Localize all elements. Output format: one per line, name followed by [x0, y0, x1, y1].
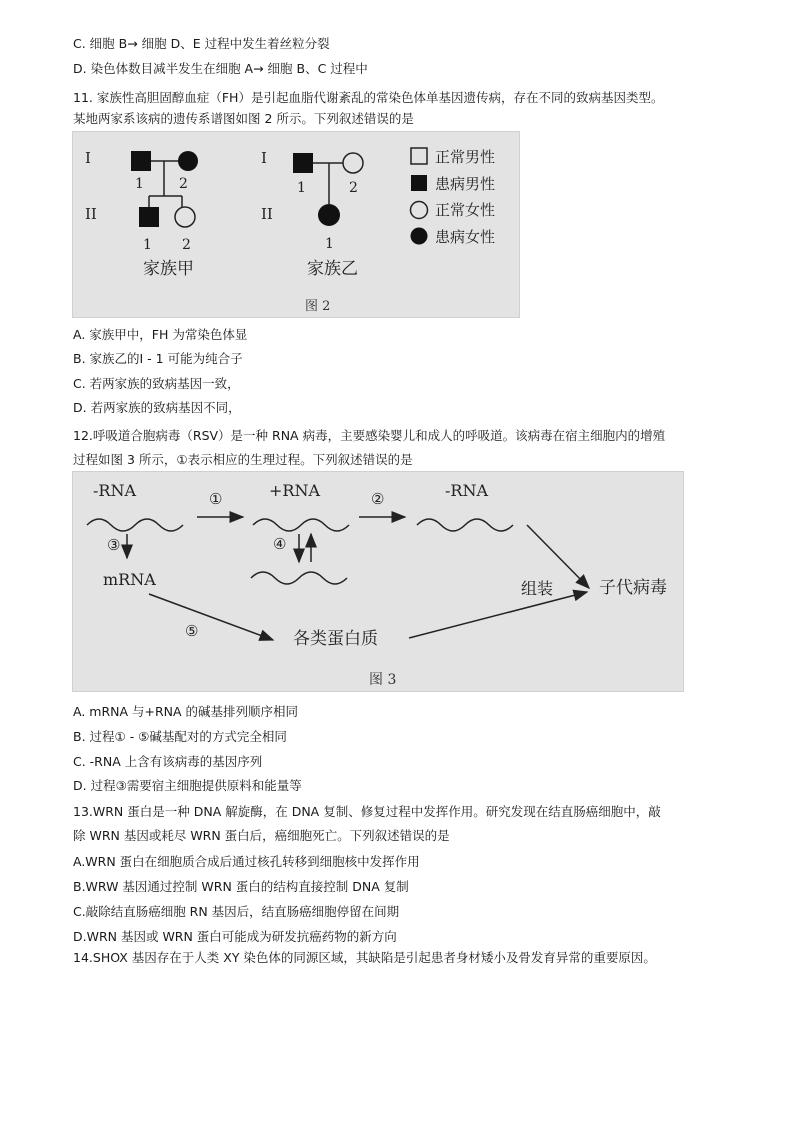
svg-text:1: 1 — [143, 237, 152, 253]
q11-option-a: A. 家族甲中，FH 为常染色体显 — [73, 327, 248, 342]
legend-affected-male-icon — [411, 175, 427, 191]
q13-option-d: D.WRN 基因或 WRN 蛋白可能成为研发抗癌药物的新方向 — [73, 929, 397, 944]
neg-rna-label-2: -RNA — [445, 481, 489, 500]
svg-text:2: 2 — [179, 176, 188, 192]
figure-3-rsv-cycle — [72, 471, 684, 692]
q10-option-c: C. 细胞 B→ 细胞 D、E 过程中发生着丝粒分裂 — [73, 36, 330, 51]
step-1-label: ① — [209, 490, 223, 508]
svg-text:2: 2 — [349, 180, 358, 196]
normal-female-a-ii2 — [175, 207, 195, 227]
q14-stem: 14.SHOX 基因存在于人类 XY 染色体的同源区域，其缺陷是引起患者身材矮小及骨发育异常的重要原因。 — [73, 950, 656, 965]
step-5-label: ⑤ — [185, 622, 199, 640]
neg-rna-strand-2 — [417, 519, 513, 531]
q11-option-d: D. 若两家族的致病基因不同， — [73, 400, 241, 415]
svg-text:1: 1 — [297, 180, 306, 196]
q12-option-b: B. 过程① - ⑤碱基配对的方式完全相同 — [73, 729, 287, 744]
legend-normal-female: 正常女性 — [435, 201, 496, 219]
mrna-label: mRNA — [103, 570, 156, 589]
gen-i-label-b: I — [261, 149, 267, 167]
proteins-label: 各类蛋白质 — [293, 629, 378, 649]
affected-male-a-i1 — [131, 151, 151, 171]
pos-rna-label: +RNA — [269, 481, 321, 500]
q13-stem-line1: 13.WRN 蛋白是一种 DNA 解旋酶，在 DNA 复制、修复过程中发挥作用。研究发现在结直肠癌细胞中，敲 — [73, 804, 661, 819]
gen-i-label-a: I — [85, 149, 91, 167]
figure-2-pedigree — [72, 131, 520, 318]
legend-normal-male: 正常男性 — [435, 148, 496, 166]
q13-option-c: C.敲除结直肠癌细胞 RN 基因后，结直肠癌细胞停留在间期 — [73, 904, 400, 919]
q13-option-a: A.WRN 蛋白在细胞质合成后通过核孔转移到细胞核中发挥作用 — [73, 854, 420, 869]
arrow-step-5 — [149, 594, 273, 640]
affected-female-b-ii1 — [318, 204, 340, 226]
legend-normal-female-icon — [411, 202, 428, 219]
step-3-label: ③ — [107, 536, 121, 554]
figure-3-caption: 图 3 — [369, 672, 397, 688]
legend-affected-female-icon — [411, 228, 428, 245]
legend-normal-male-icon — [411, 148, 427, 164]
family-b-label: 家族乙 — [307, 259, 358, 279]
affected-male-b-i1 — [293, 153, 313, 173]
q12-stem-line2: 过程如图 3 所示，①表示相应的生理过程。下列叙述错误的是 — [73, 452, 413, 467]
neg-rna-strand-1 — [87, 519, 183, 531]
svg-text:2: 2 — [182, 237, 191, 253]
step-4-label: ④ — [273, 535, 287, 553]
svg-text:1: 1 — [135, 176, 144, 192]
arrow-assembly — [409, 592, 587, 638]
progeny-virus-label: 子代病毒 — [599, 578, 667, 598]
q11-stem-line2: 某地两家系该病的遗传系谱图如图 2 所示。下列叙述错误的是 — [73, 111, 414, 126]
q11-stem-line1: 11. 家族性高胆固醇血症（FH）是引起血脂代谢紊乱的常染色体单基因遗传病，存在不同的致病基因类型。 — [73, 90, 664, 105]
gen-ii-label-b: II — [261, 205, 273, 223]
affected-female-a-i2 — [178, 151, 198, 171]
affected-male-a-ii1 — [139, 207, 159, 227]
q12-option-c: C. -RNA 上含有该病毒的基因序列 — [73, 754, 263, 769]
legend-affected-female: 患病女性 — [435, 228, 496, 246]
pos-rna-strand — [253, 519, 349, 531]
svg-text:1: 1 — [325, 236, 334, 252]
q13-option-b: B.WRW 基因通过控制 WRN 蛋白的结构直接控制 DNA 复制 — [73, 879, 409, 894]
q12-stem-line1: 12.呼吸道合胞病毒（RSV）是一种 RNA 病毒，主要感染婴儿和成人的呼吸道。该病毒在宿主细胞内的增殖 — [73, 428, 666, 443]
q10-option-d: D. 染色体数目减半发生在细胞 A→ 细胞 B、C 过程中 — [73, 61, 368, 76]
q11-option-c: C. 若两家族的致病基因一致， — [73, 376, 240, 391]
gen-ii-label-a: II — [85, 205, 97, 223]
q12-option-d: D. 过程③需要宿主细胞提供原料和能量等 — [73, 778, 302, 793]
figure-2-caption: 图 2 — [305, 299, 331, 314]
q12-option-a: A. mRNA 与+RNA 的碱基排列顺序相同 — [73, 704, 299, 719]
q13-stem-line2: 除 WRN 基因或耗尽 WRN 蛋白后，癌细胞死亡。下列叙述错误的是 — [73, 828, 450, 843]
complement-strand — [251, 572, 347, 584]
legend-affected-male: 患病男性 — [435, 175, 496, 193]
q11-option-b: B. 家族乙的Ⅰ - 1 可能为纯合子 — [73, 351, 243, 366]
family-a-label: 家族甲 — [143, 259, 194, 279]
normal-female-b-i2 — [343, 153, 363, 173]
assemble-label: 组装 — [521, 579, 554, 598]
neg-rna-label-1: -RNA — [93, 481, 137, 500]
step-2-label: ② — [371, 490, 385, 508]
